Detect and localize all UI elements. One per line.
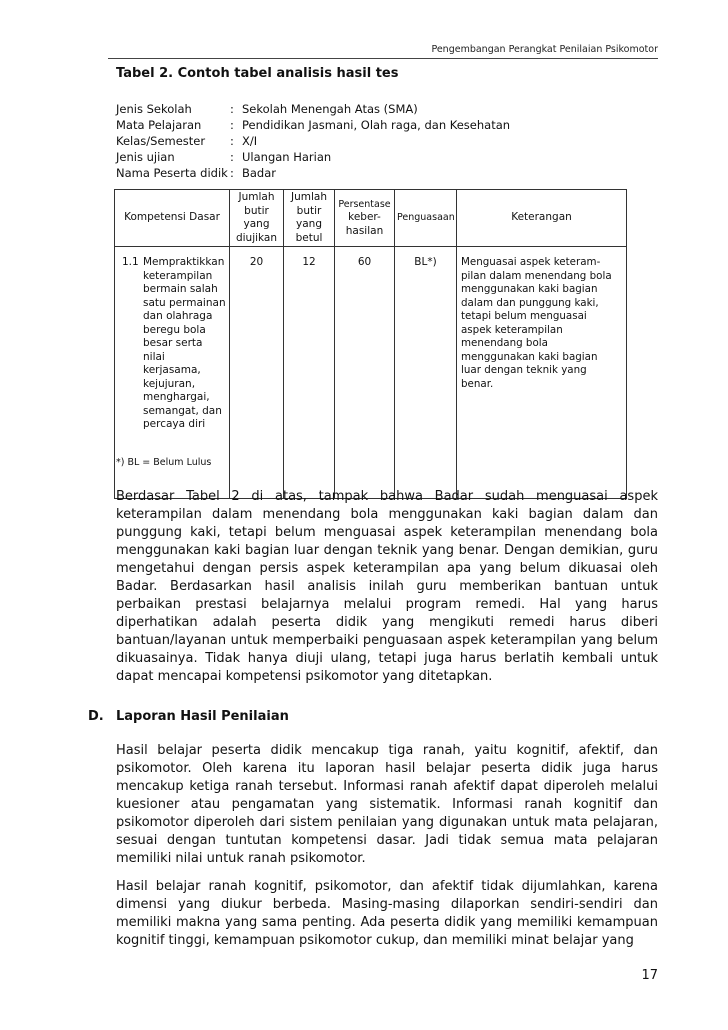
header-line: Jumlah [238,191,275,203]
header-rule [108,58,658,59]
header-line: Jumlah [291,191,327,203]
table-footnote: *) BL = Belum Lulus [116,457,212,468]
table-title: Tabel 2. Contoh tabel analisis hasil tes [116,66,399,81]
kd-line: percaya diri [143,418,206,430]
paragraph-report-detail: Hasil belajar ranah kognitif, psikomotor, dan afektif tidak dijumlahkan, karena dimensi yang diukur berbeda. Masing-masing dilaporkan sendiri-sendiri dan memiliki makna yang sama penting. Ada peserta didik yang memiliki kemampuan kognitif tinggi, kemampuan psikomotor cukup, dan memiliki minat belajar yang [116,879,658,948]
kd-line: kejujuran, [143,377,196,390]
kd-line: besar serta [143,337,203,349]
header-jumlah-butir [230,190,284,247]
header-line: hasilan [345,224,384,237]
cell-keterangan [457,247,627,499]
header-line: yang [243,218,270,230]
meta-row-subject [116,117,510,133]
meta-sep: : [230,134,234,148]
meta-sep: : [230,102,234,116]
header-kompetensi: Kompetensi Dasar [115,190,230,247]
meta-row-class [116,133,510,149]
kd-line: menghargai, [143,391,210,403]
table-header-row [115,190,627,247]
meta-key: Jenis Sekolah [116,102,192,116]
analysis-table [114,189,627,499]
kd-line: dan olahraga [143,310,213,322]
meta-row-school [116,101,510,117]
ket-line: menendang bola [461,337,548,349]
running-header: Pengembangan Perangkat Penilaian Psikomotor [431,44,658,55]
kd-line: satu permainan [143,296,226,309]
cell-jumlah-butir: 20 [230,247,284,499]
section-heading [88,709,289,724]
kd-line: semangat, dan [143,404,222,417]
ket-line: menggunakan kaki bagian [461,350,598,363]
header-line: diujikan [235,231,278,244]
meta-row-exam-type [116,149,510,165]
paragraph-analysis: Berdasar Tabel 2 di atas, tampak bahwa Badar sudah menguasai aspek keterampilan dalam menendang bola menggunakan kaki bagian dalam dan punggung kaki, tetapi belum menguasai aspek keterampilan menendang bola menggunakan kaki bagian luar dengan teknik yang benar. Dengan demikian, guru mengetahui dengan persis aspek keterampilan apa yang belum dikuasai oleh Badar. Berdasarkan hasil analisis inilah guru memberikan bantuan untuk perbaikan prestasi belajarnya melalui program remedi. Hal yang harus diperhatikan adalah peserta didik yang mengikuti remedi harus diberi bantuan/layanan untuk memperbaiki penguasaan aspek keterampilan yang belum dikuasainya. Tidak hanya diuji ulang, tetapi juga harus berlatih kembali untuk dapat mencapai kompetensi psikomotor yang ditetapkan. [116,489,658,684]
meta-value: Sekolah Menengah Atas (SMA) [242,102,418,116]
paragraph-report-intro: Hasil belajar peserta didik mencakup tiga ranah, yaitu kognitif, afektif, dan psikomotor. Oleh karena itu laporan hasil belajar peserta didik juga harus mencakup ketiga ranah tersebut. Informasi ranah afektif dapat diperoleh melalui kuesioner atau pengamatan yang sistematik. Informasi ranah kognitif dan psikomotor diperoleh dari sistem penilaian yang digunakan untuk mata pelajaran, sesuai dengan tuntutan kompetensi dasar. Jadi tidak semua mata pelajaran memiliki nilai untuk ranah psikomotor. [116,743,658,866]
cell-persentase: 60 [335,247,395,499]
kd-line: beregu bola [143,323,206,336]
meta-value: Pendidikan Jasmani, Olah raga, dan Kesehatan [242,118,511,132]
header-jumlah-betul [284,190,335,247]
header-line: keber- [348,211,381,224]
cell-jumlah-betul: 12 [284,247,335,499]
ket-line: dalam dan punggung kaki, [461,296,599,309]
meta-value: X/I [242,134,258,148]
ket-line: menggunakan kaki bagian [461,283,598,295]
kd-line: kerjasama, [143,364,201,376]
ket-line: aspek keterampilan [461,323,563,336]
kd-line: nilai [143,350,165,363]
cell-penguasaan: BL*) [395,247,457,499]
meta-value: Badar [242,166,277,180]
meta-sep: : [230,166,234,180]
kd-text [143,256,229,432]
meta-key: Mata Pelajaran [116,118,202,132]
header-keterangan: Keterangan [457,190,627,247]
header-line: yang [296,218,322,230]
ket-line: tetapi belum menguasai [461,310,587,322]
header-line: Persentase [338,198,391,210]
meta-sep: : [230,118,234,132]
header-line: butir [296,204,322,217]
section-label: D. [88,709,104,724]
kd-number: 1.1 [122,256,139,268]
kd-line: Mempraktikkan [143,256,225,268]
section-title: Laporan Hasil Penilaian [116,709,289,724]
meta-key: Jenis ujian [116,150,175,164]
meta-value: Ulangan Harian [242,150,332,164]
exam-metadata [116,101,510,181]
header-line: butir [244,204,269,217]
kd-line: bermain salah [143,283,218,295]
page-number: 17 [641,968,658,983]
ket-line: benar. [461,377,494,390]
ket-line: luar dengan teknik yang [461,364,587,376]
header-persentase [335,190,395,247]
meta-key: Kelas/Semester [116,134,206,148]
meta-sep: : [230,150,234,164]
meta-key: Nama Peserta didik [116,166,228,180]
header-line: betul [295,231,323,244]
ket-line: pilan dalam menendang bola [461,269,612,282]
meta-row-student [116,165,510,181]
ket-line: Menguasai aspek keteram- [461,256,601,268]
header-penguasaan: Penguasaan [395,190,457,247]
kd-line: keterampilan [143,269,213,282]
